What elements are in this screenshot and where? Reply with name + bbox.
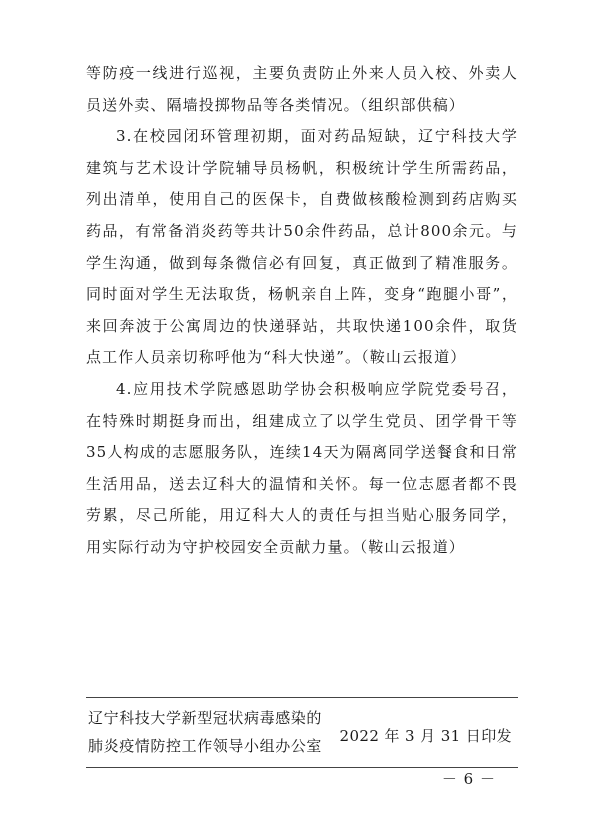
body-text	[86, 58, 518, 564]
paragraph-item-3: 3.在校园闭环管理初期，面对药品短缺，辽宁科技大学建筑与艺术设计学院辅导员杨帆，积极统计学生所需药品，列出清单，使用自己的医保卡，自费做核酸检测到药店购买药品，有常备消炎药等共计50余件药品，总计800余元。与学生沟通，做到每条微信必有回复，真正做到了精准服务。同时面对学生无法取货，杨帆亲自上阵，变身“跑腿小哥”，来回奔波于公寓周边的快递驿站，共取快递100余件，取货点工作人员亲切称呼他为“科大快递”。（鞍山云报道）	[86, 127, 518, 367]
page-number: － 6 －	[441, 770, 496, 788]
issuing-office-line-2: 肺炎疫情防控工作领导小组办公室	[88, 737, 323, 755]
issuing-office	[88, 704, 322, 760]
paragraph-item-4: 4.应用技术学院感恩助学协会积极响应学院党委号召，在特殊时期挺身而出，组建成立了以学生党员、团学骨干等35人构成的志愿服务队，连续14天为隔离同学送餐食和日常生活用品，送去辽科大的温情和关怀。每一位志愿者都不畏劳累，尽己所能，用辽科大人的责任与担当贴心服务同学，用实际行动为守护校园安全贡献力量。（鞍山云报道）	[86, 379, 518, 556]
issue-footer	[86, 697, 518, 768]
issuing-office-line-1: 辽宁科技大学新型冠状病毒感染的	[88, 709, 323, 727]
issue-date: 2022 年 3 月 31 日印发	[339, 727, 512, 745]
paragraph-continuation: 等防疫一线进行巡视，主要负责防止外来人员入校、外卖人员送外卖、隔墙投掷物品等各类情况。（组织部供稿）	[86, 64, 518, 114]
